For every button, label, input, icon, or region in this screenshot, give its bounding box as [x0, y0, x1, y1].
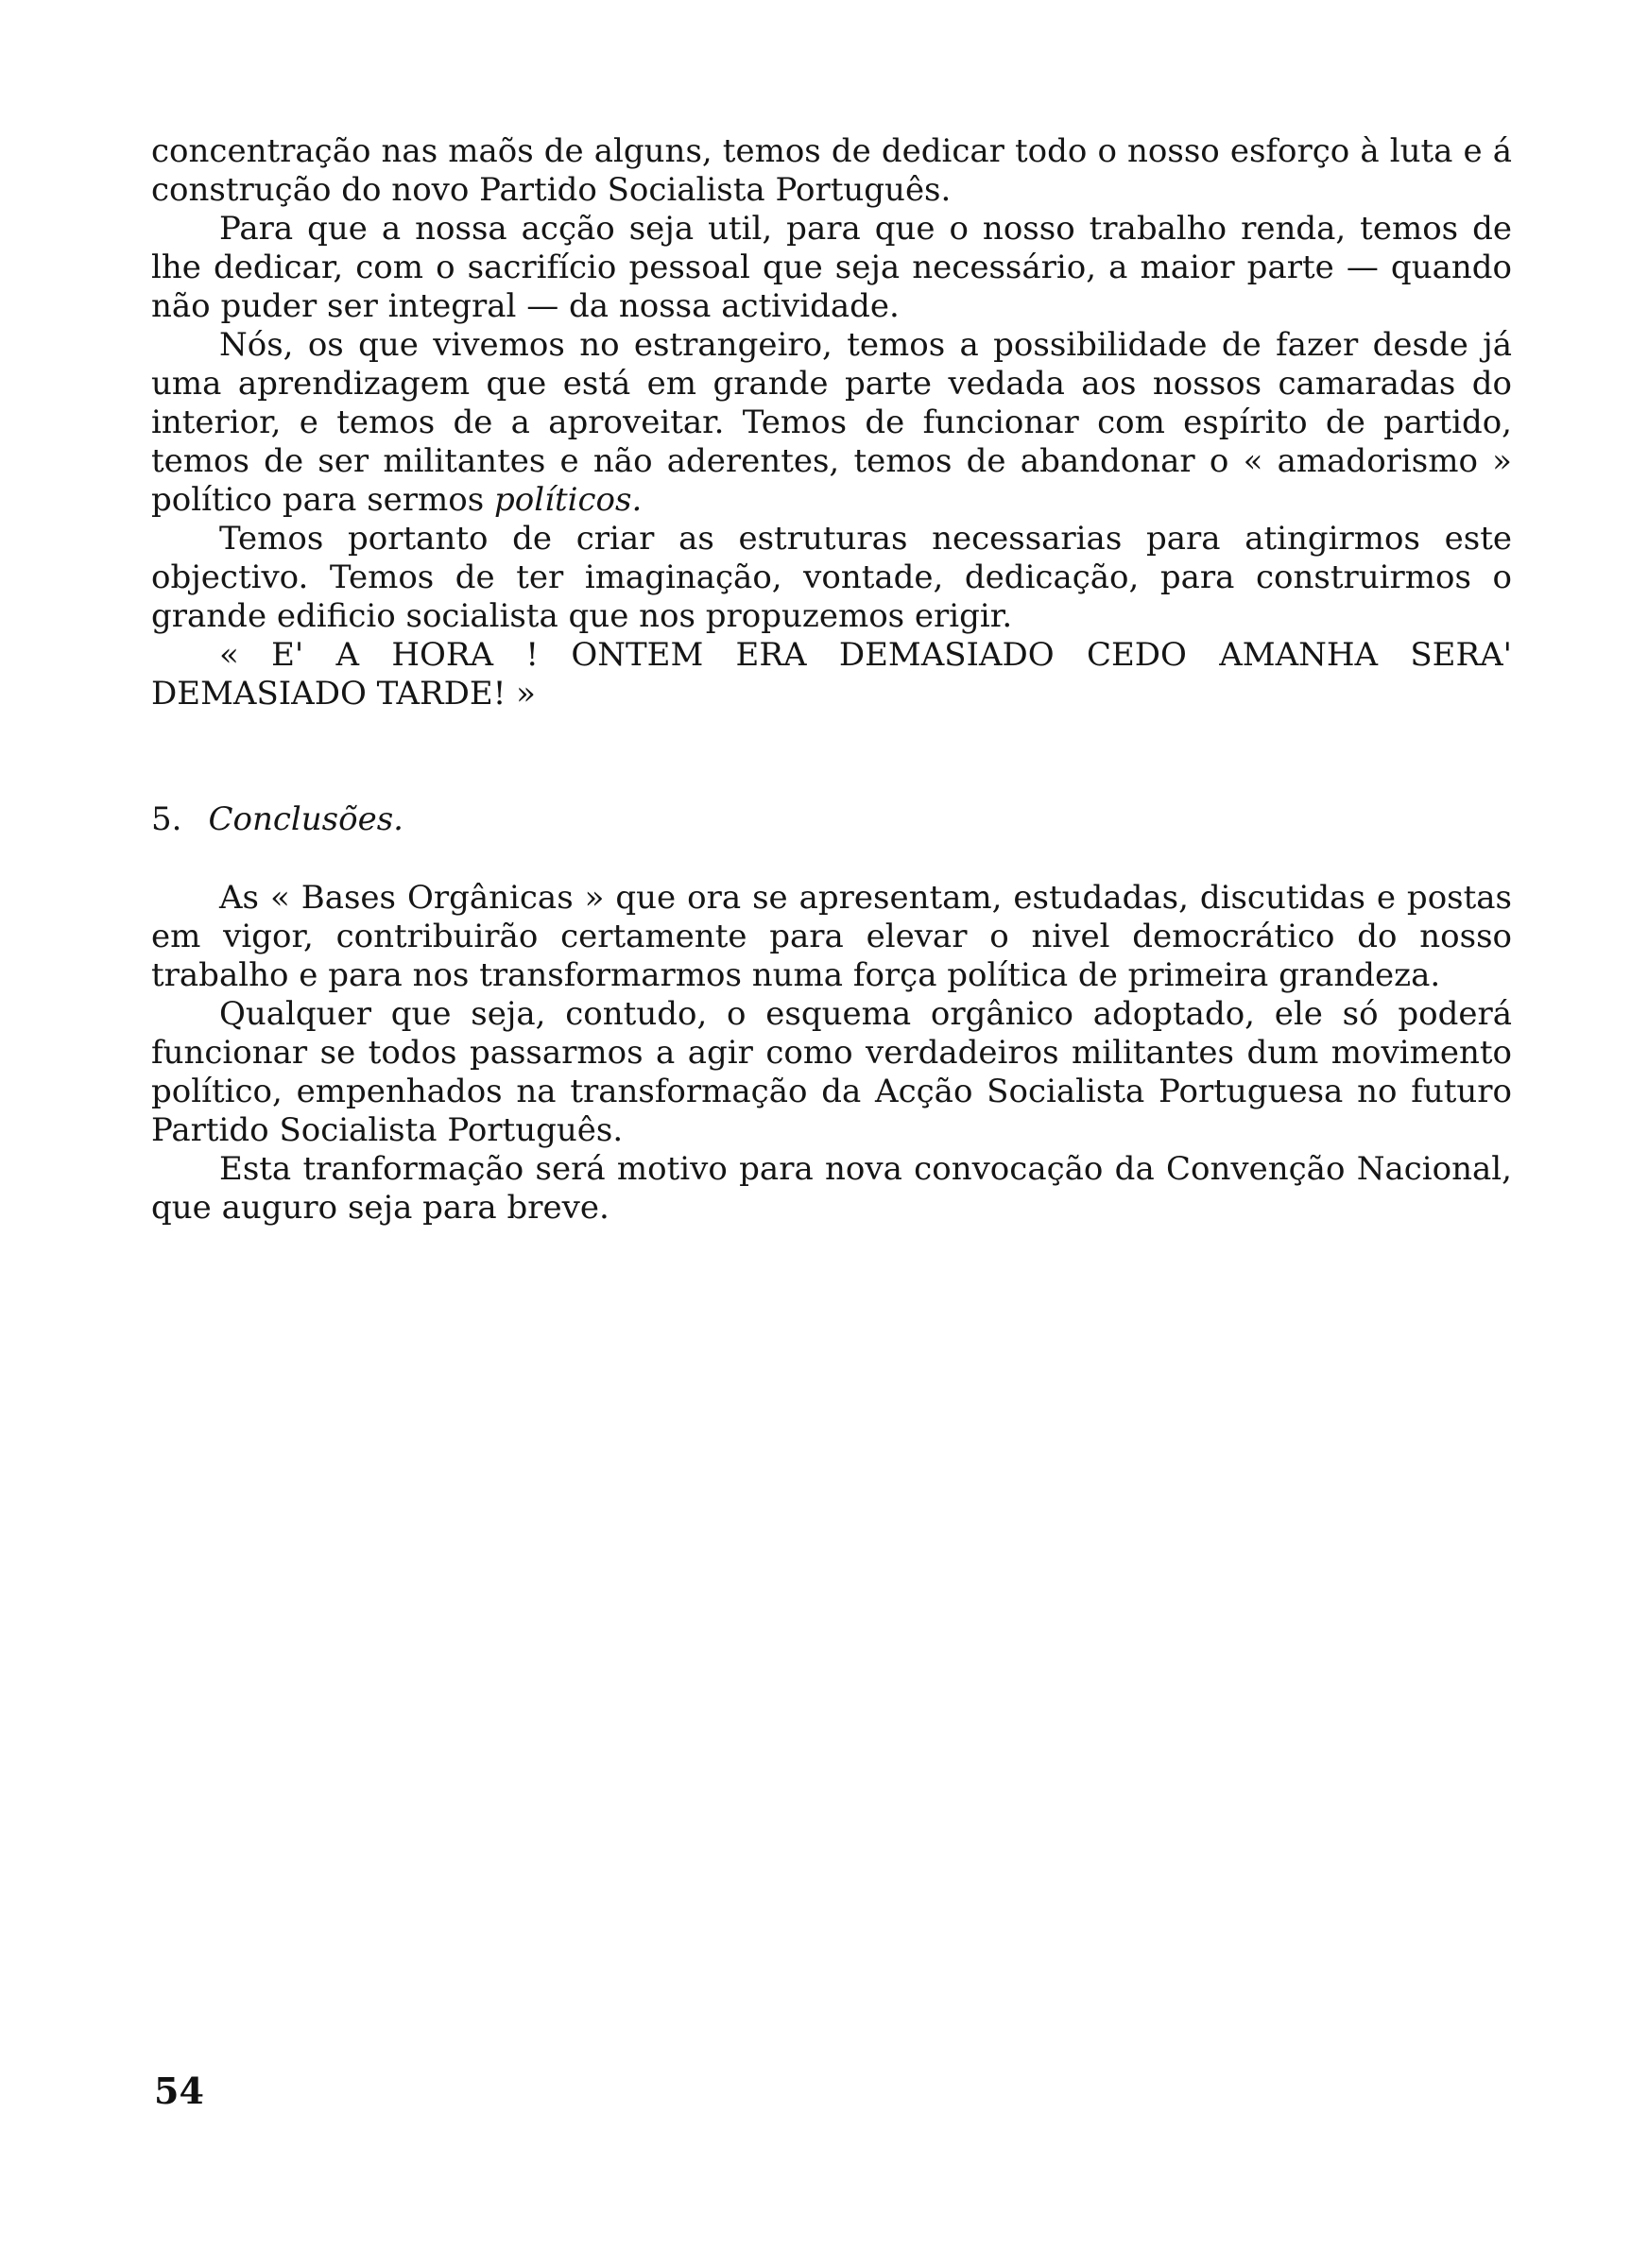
- section-title: Conclusões.: [208, 800, 403, 838]
- paragraph-slogan: « E' A HORA ! ONTEM ERA DEMASIADO CEDO AMANHA SERA' DEMASIADO TARDE! »: [151, 636, 1512, 713]
- document-page: [151, 132, 1512, 1228]
- paragraph-convencao: Esta tranformação será motivo para nova convocação da Convenção Nacional, que auguro seja para breve.: [151, 1150, 1512, 1227]
- paragraph-bases-organicas: As « Bases Orgânicas » que ora se apresentam, estudadas, discutidas e postas em vigor, contribuirão certamente para elevar o nivel democrático do nosso trabalho e para nos transformarmos numa força política de primeira grandeza.: [151, 879, 1512, 994]
- paragraph-structures: Temos portanto de criar as estruturas necessarias para atingirmos este objectivo. Temos de ter imaginação, vontade, dedicação, para construirmos o grande edificio socialista que nos propuzemos erigir.: [151, 520, 1512, 635]
- section-heading: [151, 800, 1512, 839]
- paragraph-militantes: Qualquer que seja, contudo, o esquema orgânico adoptado, ele só poderá funcionar se todos passarmos a agir como verdadeiros militantes dum movimento político, empenhados na transformação da Acção Socialista Portuguesa no futuro Partido Socialista Português.: [151, 995, 1512, 1149]
- paragraph-continuation: concentração nas maõs de alguns, temos de dedicar todo o nosso esforço à luta e á construção do novo Partido Socialista Português.: [151, 132, 1512, 209]
- paragraph-abroad-text: Nós, os que vivemos no estrangeiro, temos a possibilidade de fazer desde já uma aprendizagem que está em grande parte vedada aos nossos camaradas do interior, e temos de a aproveitar. Temos de funcionar com espírito de partido, temos de ser militantes e não aderentes, temos de abandonar o « amadorismo » político para sermos: [151, 326, 1512, 519]
- paragraph-abroad: [151, 326, 1512, 520]
- emphasis-politicos: políticos.: [494, 481, 643, 519]
- section-number: 5.: [151, 800, 182, 838]
- page-number: 54: [154, 2070, 204, 2112]
- paragraph-dedication: Para que a nossa acção seja util, para que o nosso trabalho renda, temos de lhe dedicar, com o sacrifício pessoal que seja necessário, a maior parte — quando não puder ser integral — da nossa actividade.: [151, 210, 1512, 325]
